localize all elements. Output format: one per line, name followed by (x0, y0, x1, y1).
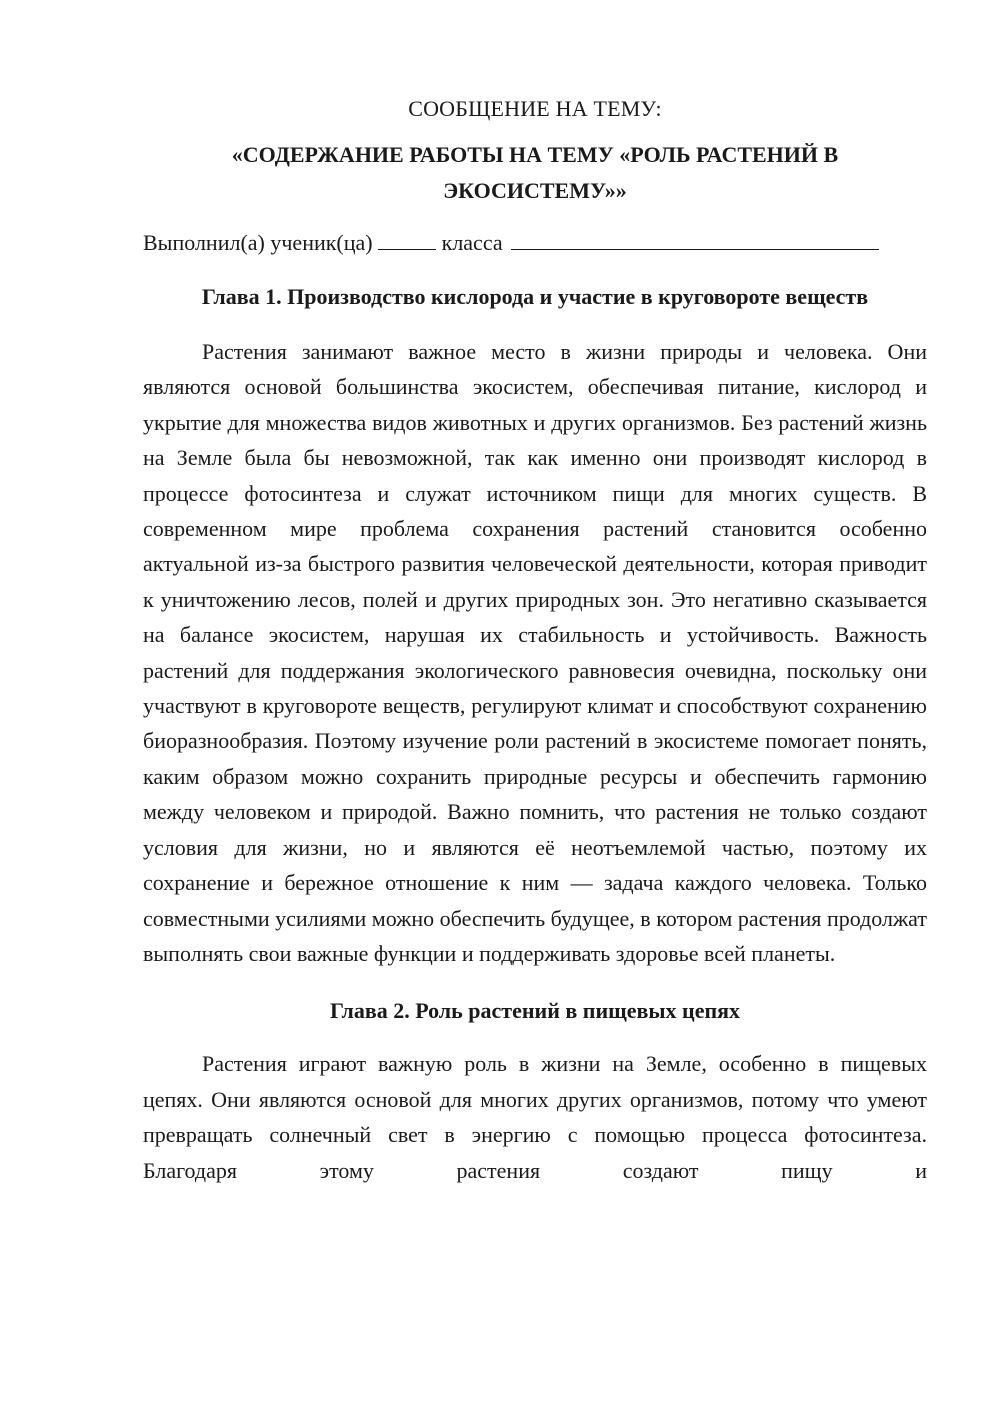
author-line (143, 226, 927, 260)
chapter-2-paragraph: Растения играют важную роль в жизни на Земле, особенно в пищевых цепях. Они являются основой для многих других организмов, потому что умеют превращать солнечный свет в энергию с помощью процесса фотосинтеза. Благодаря этому растения создают пищу и (143, 1051, 927, 1183)
document-title: «СОДЕРЖАНИЕ РАБОТЫ НА ТЕМУ «РОЛЬ РАСТЕНИЙ В ЭКОСИСТЕМУ»» (231, 142, 839, 203)
document-content (143, 92, 927, 1188)
chapter-1-paragraph: Растения занимают важное место в жизни природы и человека. Они являются основой большинства экосистем, обеспечивая питание, кислород и укрытие для множества видов животных и других организмов. Без растений жизнь на Земле была бы невозможной, так как именно они производят кислород в процессе фотосинтеза и служат источником пищи для многих существ. В современном мире проблема сохранения растений становится особенно актуальной из-за быстрого развития человеческой деятельности, которая приводит к уничтожению лесов, полей и других природных зон. Это негативно сказывается на балансе экосистем, нарушая их стабильность и устойчивость. Важность растений для поддержания экологического равновесия очевидна, поскольку они участвуют в круговороте веществ, регулируют климат и способствуют сохранению биоразнообразия. Поэтому изучение роли растений в экосистеме помогает понять, каким образом можно сохранить природные ресурсы и обеспечить гармонию между человеком и природой. Важно помнить, что растения не только создают условия для жизни, но и являются её неотъемлемой частью, поэтому их сохранение и бережное отношение к ним — задача каждого человека. Только совместными усилиями можно обеспечить будущее, в котором растения продолжат выполнять свои важные функции и поддерживать здоровье всей планеты. (143, 339, 927, 966)
student-name-blank (511, 227, 879, 250)
performed-by-label: Выполнил(а) ученик(ца) (143, 230, 373, 255)
class-label: класса (441, 230, 503, 255)
document-topic: СООБЩЕНИЕ НА ТЕМУ: (408, 96, 662, 121)
chapter-2-heading: Глава 2. Роль растений в пищевых цепях (329, 998, 741, 1024)
chapter-1-heading: Глава 1. Производство кислорода и участие в круговороте веществ (201, 284, 869, 309)
class-number-blank (378, 227, 436, 250)
